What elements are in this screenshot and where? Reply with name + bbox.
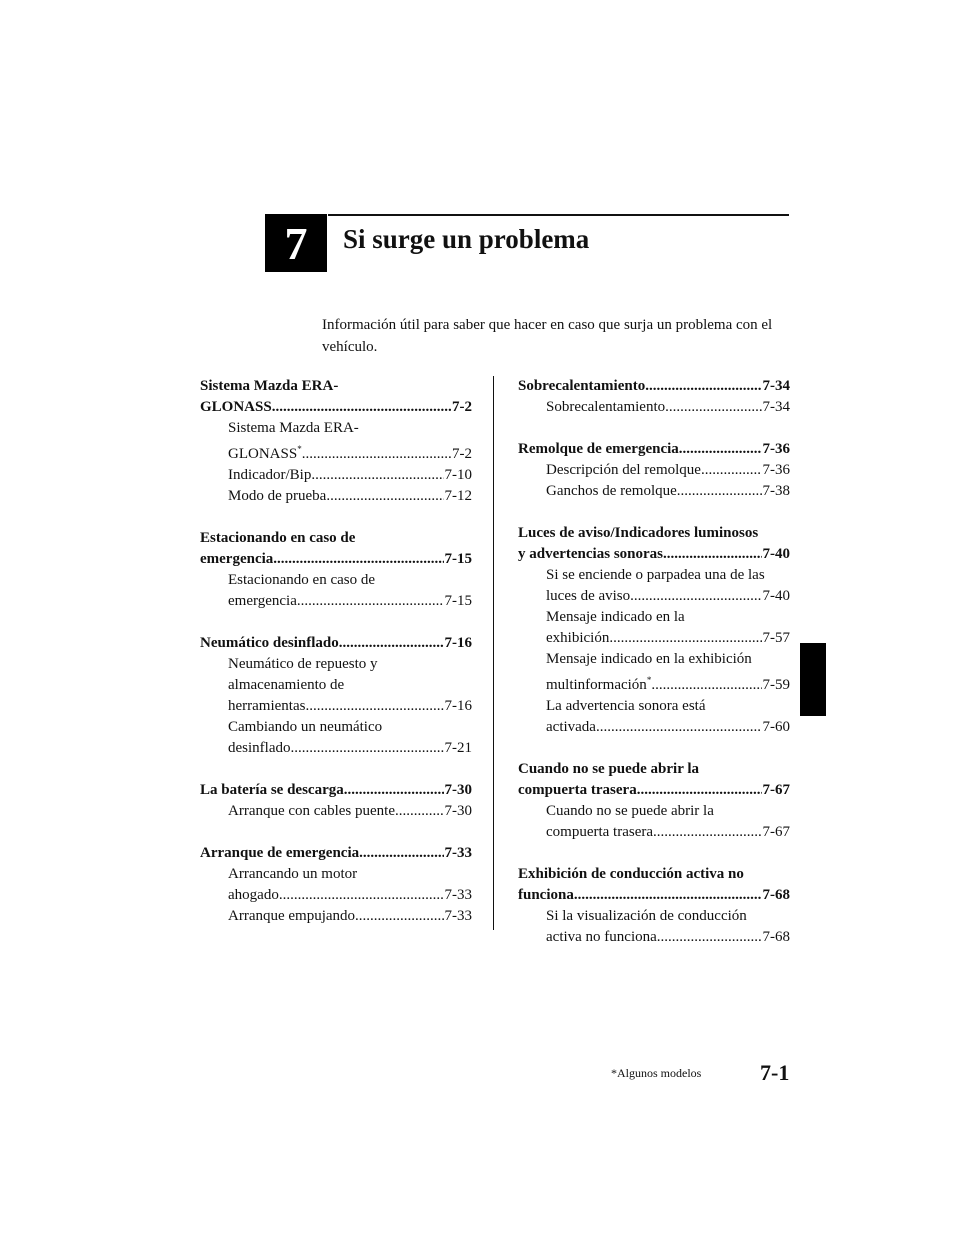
toc-page-number: 7-2 [452, 399, 472, 415]
dot-leader [630, 586, 761, 607]
toc-item-label: Cambiando un neumático [228, 719, 383, 735]
toc-page-number: 7-16 [444, 635, 472, 651]
toc-section-entry[interactable] [518, 885, 790, 906]
toc-section-title: Luces de aviso/Indicadores luminosos [518, 525, 759, 541]
toc-section-title-line[interactable] [200, 376, 472, 397]
toc-section [518, 523, 790, 738]
toc-item-entry[interactable] [200, 738, 472, 759]
toc-section-title: funciona [518, 887, 574, 903]
toc-page-number: 7-33 [444, 845, 472, 861]
toc-section-title: Neumático desinflado [200, 635, 339, 651]
toc-item-entry[interactable] [518, 397, 790, 418]
toc-page-number: 7-33 [444, 887, 472, 903]
dot-leader [355, 906, 443, 927]
toc-page-number: 7-30 [444, 803, 472, 819]
toc-item-label: Ganchos de remolque [546, 483, 677, 499]
toc-item-line[interactable] [200, 717, 472, 738]
dot-leader [651, 675, 761, 696]
toc-item-entry[interactable] [200, 906, 472, 927]
toc-page-number: 7-40 [762, 588, 790, 604]
dot-leader [663, 544, 762, 565]
toc-section [518, 439, 790, 502]
toc-section [518, 376, 790, 418]
toc-item-entry[interactable] [518, 586, 790, 607]
toc-item-label: Arrancando un motor [228, 866, 358, 882]
toc-section-entry[interactable] [200, 397, 472, 418]
toc-page-number: 7-10 [444, 467, 472, 483]
column-divider [493, 376, 494, 930]
toc-page-number: 7-67 [762, 824, 790, 840]
footnote-some-models: *Algunos modelos [611, 1066, 702, 1080]
toc-item-line[interactable] [200, 675, 472, 696]
toc-item-line[interactable] [200, 864, 472, 885]
toc-section-entry[interactable] [200, 633, 472, 654]
toc-section-title: Cuando no se puede abrir la [518, 761, 700, 777]
toc-section-title-line[interactable] [518, 523, 790, 544]
toc-item-line[interactable] [518, 801, 790, 822]
toc-page-number: 7-57 [762, 630, 790, 646]
toc-item-entry[interactable] [200, 885, 472, 906]
toc-item-line[interactable] [200, 570, 472, 591]
toc-section-title: compuerta trasera [518, 782, 637, 798]
dot-leader [344, 780, 444, 801]
chapter-side-tab [800, 643, 826, 716]
toc-left-column [200, 376, 472, 948]
toc-section-title-line[interactable] [518, 864, 790, 885]
dot-leader [657, 927, 762, 948]
toc-page-number: 7-15 [444, 551, 472, 567]
toc-item-entry[interactable] [200, 465, 472, 486]
toc-item-line[interactable] [200, 654, 472, 675]
toc-item-label: Indicador/Bip [228, 467, 312, 483]
toc-page-number: 7-33 [444, 908, 472, 924]
toc-item-line[interactable] [518, 607, 790, 628]
dot-leader [653, 822, 761, 843]
toc-item-label: Sistema Mazda ERA- [228, 420, 359, 436]
toc-section-title: La batería se descarga [200, 782, 344, 798]
dot-leader [273, 549, 443, 570]
toc-page-number: 7-34 [762, 378, 790, 394]
page-number: 7-1 [760, 1060, 790, 1085]
toc-page-number: 7-21 [444, 740, 472, 756]
toc-item-entry[interactable] [200, 696, 472, 717]
toc-right-column [518, 376, 790, 969]
toc-page-number: 7-68 [762, 929, 790, 945]
toc-page-number: 7-67 [762, 782, 790, 798]
dot-leader [290, 738, 443, 759]
toc-item-label: almacenamiento de [228, 677, 345, 693]
toc-item-label: compuerta trasera [546, 824, 654, 840]
toc-section-title-line[interactable] [518, 759, 790, 780]
dot-leader [297, 591, 444, 612]
toc-section-title-line[interactable] [200, 528, 472, 549]
chapter-title: Si surge un problema [343, 224, 590, 254]
toc-page-number: 7-34 [762, 399, 790, 415]
dot-leader [665, 397, 761, 418]
dot-leader [609, 628, 761, 649]
toc-page-number: 7-30 [444, 782, 472, 798]
toc-section-title: Sobrecalentamiento [518, 378, 646, 394]
toc-item-label: Estacionando en caso de [228, 572, 376, 588]
toc-section [200, 780, 472, 822]
dot-leader [395, 801, 443, 822]
toc-item-label: Arranque empujando [228, 908, 356, 924]
toc-item-label: desinflado [228, 740, 291, 756]
toc-section-entry[interactable] [518, 780, 790, 801]
toc-section [518, 759, 790, 843]
dot-leader [596, 717, 762, 738]
toc-item-label: Neumático de repuesto y [228, 656, 378, 672]
toc-item-label: GLONASS* [228, 444, 302, 462]
toc-item-label: Mensaje indicado en la [546, 609, 685, 625]
toc-item-entry[interactable] [200, 439, 472, 465]
toc-item-label: Descripción del remolque [546, 462, 701, 478]
toc-section-entry[interactable] [200, 780, 472, 801]
dot-leader [326, 486, 443, 507]
toc-section-entry[interactable] [200, 549, 472, 570]
dot-leader [359, 843, 443, 864]
toc-page-number: 7-59 [762, 677, 790, 693]
toc-item-label: activa no funciona [546, 929, 657, 945]
toc-item-label: Si se enciende o parpadea una de las [546, 567, 765, 583]
toc-item-entry[interactable] [200, 801, 472, 822]
dot-leader [279, 885, 444, 906]
toc-item-label: Mensaje indicado en la exhibición [546, 651, 752, 667]
chapter-number-badge [265, 214, 327, 272]
dot-leader [302, 444, 451, 465]
dot-leader [645, 376, 761, 397]
toc-item-label: ahogado [228, 887, 279, 903]
toc-item-label: La advertencia sonora está [546, 698, 706, 714]
toc-item-line[interactable] [518, 565, 790, 586]
dot-leader [677, 481, 762, 502]
dot-leader [679, 439, 762, 460]
toc-page-number: 7-40 [762, 546, 790, 562]
footnote-marker: * [297, 444, 302, 454]
toc-item-entry[interactable] [518, 670, 790, 696]
footnote-marker: * [646, 675, 652, 685]
toc-section-title: Arranque de emergencia [200, 845, 360, 861]
toc-page-number: 7-2 [452, 446, 472, 462]
toc-item-label: multinformación* [546, 675, 652, 693]
toc-page-number: 7-68 [762, 887, 790, 903]
toc-section [200, 376, 472, 507]
toc-item-label: Si la visualización de conducción [546, 908, 747, 924]
dot-leader [701, 460, 762, 481]
chapter-header-rule [328, 214, 789, 216]
dot-leader [311, 465, 443, 486]
toc-page-number: 7-36 [762, 441, 790, 457]
toc-item-line[interactable] [200, 418, 472, 439]
toc-page-number: 7-16 [444, 698, 472, 714]
toc-item-label: emergencia [228, 593, 297, 609]
toc-item-entry[interactable] [518, 481, 790, 502]
toc-section [200, 528, 472, 612]
toc-item-entry[interactable] [518, 927, 790, 948]
toc-section-title: emergencia [200, 551, 274, 567]
toc-page-number: 7-15 [444, 593, 472, 609]
toc-item-entry[interactable] [518, 628, 790, 649]
toc-item-line[interactable] [518, 696, 790, 717]
toc-item-label: Sobrecalentamiento [546, 399, 666, 415]
toc-item-label: Modo de prueba [228, 488, 327, 504]
toc-item-label: Arranque con cables puente [228, 803, 396, 819]
toc-section-entry[interactable] [518, 544, 790, 565]
dot-leader [272, 397, 451, 418]
toc-item-entry[interactable] [200, 591, 472, 612]
toc-item-entry[interactable] [518, 822, 790, 843]
dot-leader [574, 885, 762, 906]
dot-leader [637, 780, 762, 801]
toc-item-label: exhibición [546, 630, 610, 646]
toc-section [200, 633, 472, 759]
toc-item-line[interactable] [518, 906, 790, 927]
toc-page-number: 7-12 [444, 488, 472, 504]
toc-section [200, 843, 472, 927]
toc-item-label: activada [546, 719, 596, 735]
toc-section-title: Sistema Mazda ERA- [200, 378, 339, 394]
chapter-number: 7 [284, 217, 308, 269]
chapter-intro: Información útil para saber que hacer en caso que surja un problema con el vehículo. [322, 317, 773, 355]
toc-section-entry[interactable] [518, 439, 790, 460]
toc-item-entry[interactable] [518, 460, 790, 481]
toc-item-entry[interactable] [200, 486, 472, 507]
toc-section-title: GLONASS [200, 399, 272, 415]
toc-item-entry[interactable] [518, 717, 790, 738]
toc-section-title: Estacionando en caso de [200, 530, 356, 546]
toc-section-title: Remolque de emergencia [518, 441, 679, 457]
toc-section-title: y advertencias sonoras [518, 546, 663, 562]
toc-page-number: 7-60 [762, 719, 790, 735]
toc-item-label: Cuando no se puede abrir la [546, 803, 714, 819]
toc-item-line[interactable] [518, 649, 790, 670]
toc-item-label: herramientas [228, 698, 306, 714]
toc-page-number: 7-36 [762, 462, 790, 478]
toc-section-title: Exhibición de conducción activa no [518, 866, 744, 882]
toc-section-entry[interactable] [518, 376, 790, 397]
dot-leader [339, 633, 444, 654]
toc-item-label: luces de aviso [546, 588, 631, 604]
toc-section [518, 864, 790, 948]
dot-leader [305, 696, 443, 717]
toc-page-number: 7-38 [762, 483, 790, 499]
toc-section-entry[interactable] [200, 843, 472, 864]
